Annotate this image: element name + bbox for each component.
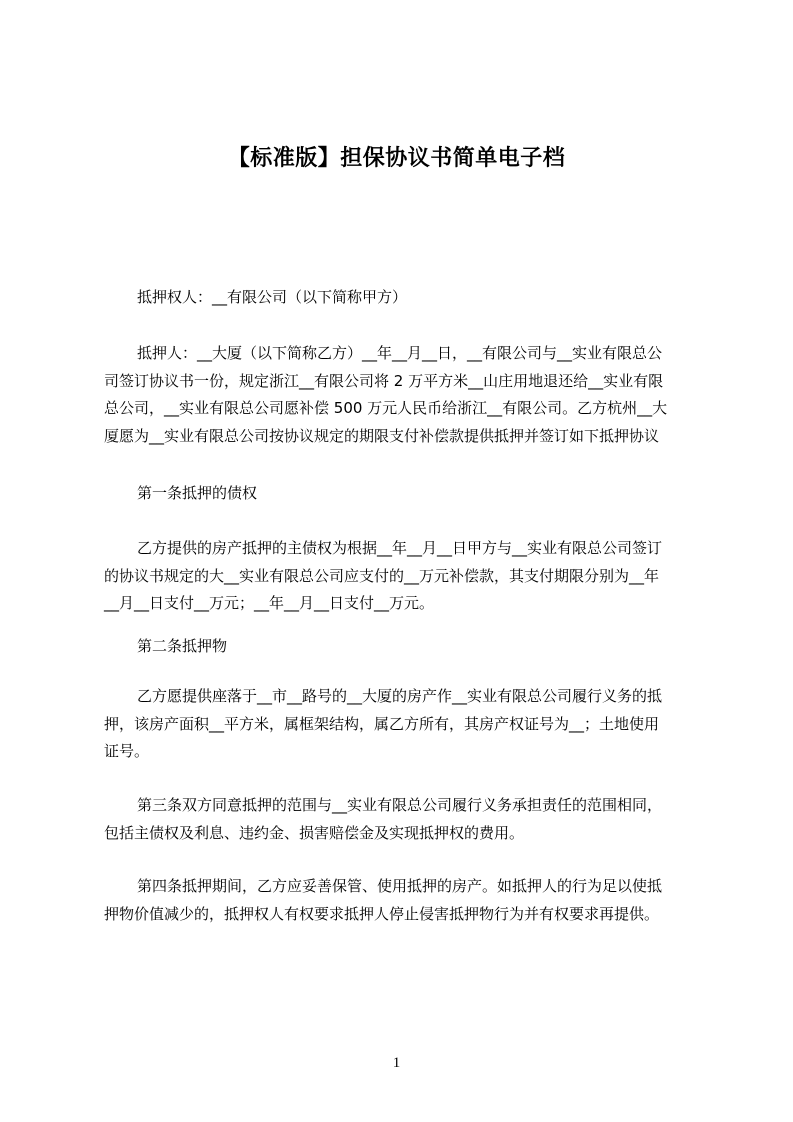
line: 乙方愿提供座落于__市__路号的__大厦的房产作__实业有限总公司履行义务的抵 [137, 687, 663, 705]
line: 抵押人：__大厦（以下简称乙方）__年__月__日，__有限公司与__实业有限总公 [137, 344, 663, 362]
line: 第二条抵押物 [137, 637, 228, 655]
line: 厦愿为__实业有限总公司按协议规定的期限支付补偿款提供抵押并签订如下抵押协议 [104, 427, 660, 446]
line: 押，该房产面积__平方米，属框架结构，属乙方所有，其房产权证号为__；土地使用 [104, 714, 660, 733]
line: 的协议书规定的大__实业有限总公司应支付的__万元补偿款，其支付期限分别为__年 [104, 566, 660, 585]
line: __月__日支付__万元；__年__月__日支付__万元。 [104, 594, 435, 613]
line: 第四条抵押期间，乙方应妥善保管、使用抵押的房产。如抵押人的行为足以使抵 [137, 877, 663, 895]
article-2-heading [104, 633, 704, 661]
line: 乙方提供的房产抵押的主债权为根据__年__月__日甲方与__实业有限总公司签订 [137, 539, 663, 557]
article-1-body [104, 535, 704, 618]
article-1-heading [104, 480, 704, 508]
line: 司签订协议书一份，规定浙江__有限公司将 2 万平方米__山庄用地退还给__实业有限 [104, 371, 664, 390]
article-2-body [104, 683, 704, 766]
line: 押物价值减少的，抵押权人有权要求抵押人停止侵害抵押物行为并有权要求再提供。 [104, 904, 660, 923]
paragraph-mortgagee [104, 284, 704, 312]
article-4 [104, 873, 704, 928]
paragraph-mortgagor [104, 340, 704, 451]
line: 总公司，__实业有限总公司愿补偿 500 万元人民币给浙江__有限公司。乙方杭州__大 [104, 399, 668, 418]
article-3 [104, 792, 704, 847]
line: 第三条双方同意抵押的范围与__实业有限总公司履行义务承担责任的范围相同， [137, 796, 663, 814]
line: 第一条抵押的债权 [137, 484, 258, 502]
line: 抵押权人：__有限公司（以下简称甲方） [137, 288, 408, 306]
line: 包括主债权及利息、违约金、损害赔偿金及实现抵押权的费用。 [104, 823, 525, 842]
document-title: 【标准版】担保协议书简单电子档 [227, 146, 566, 171]
page-number: 1 [392, 1055, 401, 1071]
line: 证号。 [104, 742, 150, 761]
